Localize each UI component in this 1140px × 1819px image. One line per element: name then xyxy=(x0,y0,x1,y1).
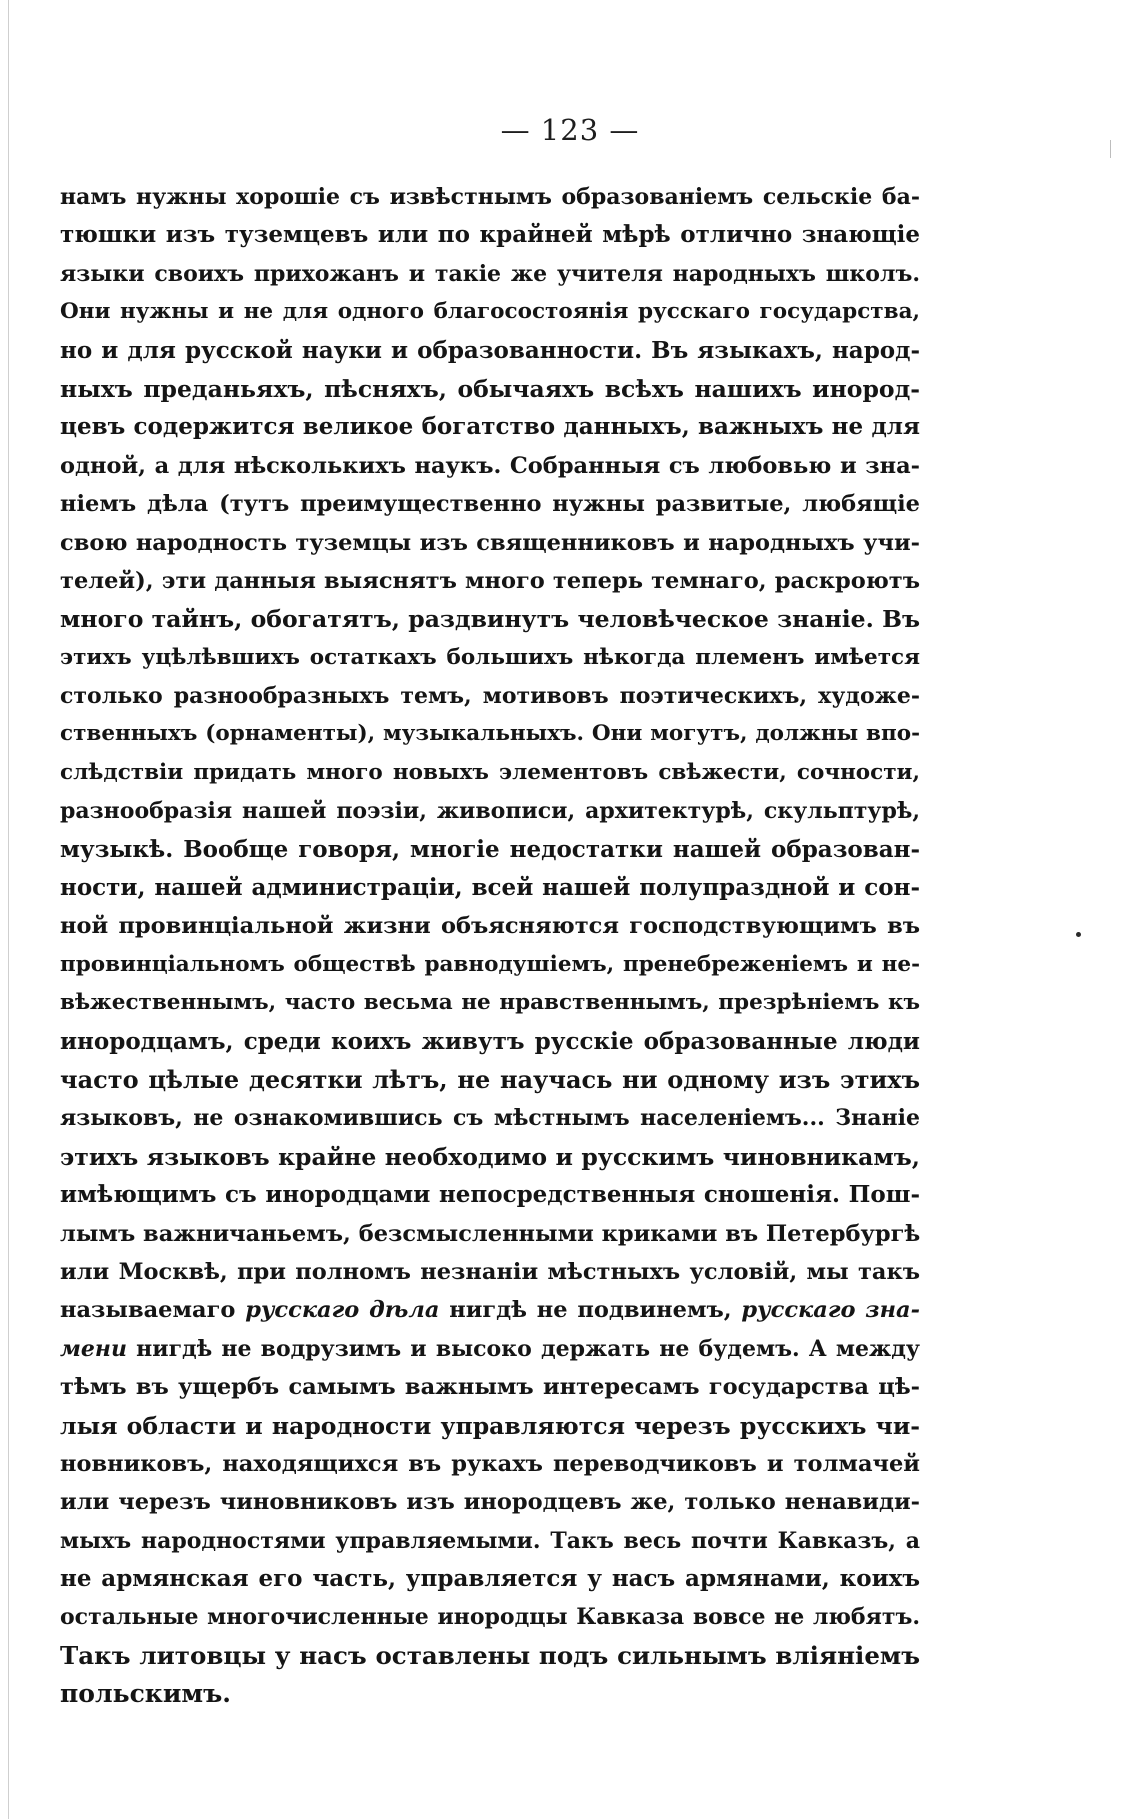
text-line: ныхъ преданьяхъ, пѣсняхъ, обычаяхъ всѣхъ нашихъ инород- xyxy=(60,374,920,403)
text-line: языковъ, не ознакомившись съ мѣстнымъ населеніемъ... Знаніе xyxy=(60,1105,920,1132)
text-line: этихъ языковъ крайне необходимо и русскимъ чиновникамъ, xyxy=(60,1142,920,1171)
text-line: одной, а для нѣсколькихъ наукъ. Собранныя съ любовью и зна- xyxy=(60,452,920,479)
text-line: новниковъ, находящихся въ рукахъ переводчиковъ и толмачей xyxy=(60,1450,920,1477)
text-line: ной провинціальной жизни объясняются господствующимъ въ xyxy=(60,913,920,940)
text-line: лыя области и народности управляются черезъ русскихъ чи- xyxy=(60,1411,920,1440)
text-line: имѣющимъ съ инородцами непосредственныя сношенія. Пош- xyxy=(60,1181,920,1209)
italic-run: мени xyxy=(60,1335,127,1362)
page-number: — 123 — xyxy=(500,113,640,147)
body-text xyxy=(60,178,920,1714)
text-line: инородцамъ, среди коихъ живутъ русскіе образованные люди xyxy=(60,1027,920,1055)
text-line: музыкѣ. Вообще говоря, многіе недостатки нашей образован- xyxy=(60,835,920,863)
text-line: тюшки изъ туземцевъ или по крайней мѣрѣ отлично знающіе xyxy=(60,221,920,249)
scan-edge-line xyxy=(8,0,9,1819)
text-line: намъ нужны хорошіе съ извѣстнымъ образованіемъ сельскіе ба- xyxy=(60,184,920,210)
text-line: часто цѣлые десятки лѣтъ, не научась ни одному изъ этихъ xyxy=(60,1064,920,1094)
text-line: языки своихъ прихожанъ и такіе же учителя народныхъ школъ. xyxy=(60,260,920,287)
text-line: столько разнообразныхъ темъ, мотивовъ поэтическихъ, художе- xyxy=(60,683,920,710)
text-line: этихъ уцѣлѣвшихъ остаткахъ большихъ нѣкогда племенъ имѣется xyxy=(60,644,920,670)
text-line: провинціальномъ обществѣ равнодушіемъ, пренебреженіемъ и не- xyxy=(60,951,920,977)
text-line-final: польскимъ. xyxy=(60,1679,231,1709)
text-line: Такъ литовцы у насъ оставлены подъ сильнымъ вліяніемъ xyxy=(60,1640,920,1670)
text-line: ственныхъ (орнаменты), музыкальныхъ. Они могутъ, должны впо- xyxy=(60,721,920,747)
text-line: не армянская его часть, управляется у насъ армянами, коихъ xyxy=(60,1565,920,1593)
text-line: свою народность туземцы изъ священниковъ и народныхъ учи- xyxy=(60,529,920,556)
text-line: цевъ содержится великое богатство данныхъ, важныхъ не для xyxy=(60,413,920,441)
text-line-italic xyxy=(60,1330,920,1368)
text-run: называемаго xyxy=(60,1297,236,1324)
text-line: лымъ важничаньемъ, безсмысленными криками въ Петербургѣ xyxy=(60,1220,920,1247)
text-line: остальные многочисленные инородцы Кавказа вовсе не любятъ. xyxy=(60,1604,920,1631)
text-run: нигдѣ не подвинемъ, xyxy=(449,1297,732,1324)
text-line: ности, нашей администраціи, всей нашей полупраздной и сон- xyxy=(60,874,920,902)
text-line: слѣдствіи придать много новыхъ элементовъ свѣжести, сочности, xyxy=(60,759,920,785)
text-line-italic xyxy=(60,1291,920,1329)
text-run: нигдѣ не водрузимъ и высоко держать не будемъ. А между xyxy=(136,1335,920,1362)
text-line: ніемъ дѣла (тутъ преимущественно нужны развитые, любящіе xyxy=(60,491,920,518)
italic-run: русскаго дѣла xyxy=(245,1297,440,1324)
text-line: но и для русской науки и образованности. Въ языкахъ, народ- xyxy=(60,336,920,364)
text-line: телей), эти данныя выяснятъ много теперь темнаго, раскроютъ xyxy=(60,567,920,594)
scan-artifact-dot xyxy=(1076,932,1081,937)
text-line: вѣжественнымъ, часто весьма не нравственнымъ, презрѣніемъ къ xyxy=(60,990,920,1016)
text-line: много тайнъ, обогатятъ, раздвинутъ человѣческое знаніе. Въ xyxy=(60,605,920,634)
text-line: или Москвѣ, при полномъ незнаніи мѣстныхъ условій, мы такъ xyxy=(60,1258,920,1285)
text-line: мыхъ народностями управляемыми. Такъ весь почти Кавказъ, а xyxy=(60,1527,920,1554)
text-line: разнообразія нашей поэзіи, живописи, архитектурѣ, скульптурѣ, xyxy=(60,798,920,825)
italic-run: русскаго зна- xyxy=(741,1297,920,1324)
text-line: тѣмъ въ ущербъ самымъ важнымъ интересамъ государства цѣ- xyxy=(60,1374,920,1401)
text-line: или черезъ чиновниковъ изъ инородцевъ же, только ненавиди- xyxy=(60,1489,920,1516)
text-line: Они нужны и не для одного благосостоянія русскаго государства, xyxy=(60,299,920,325)
